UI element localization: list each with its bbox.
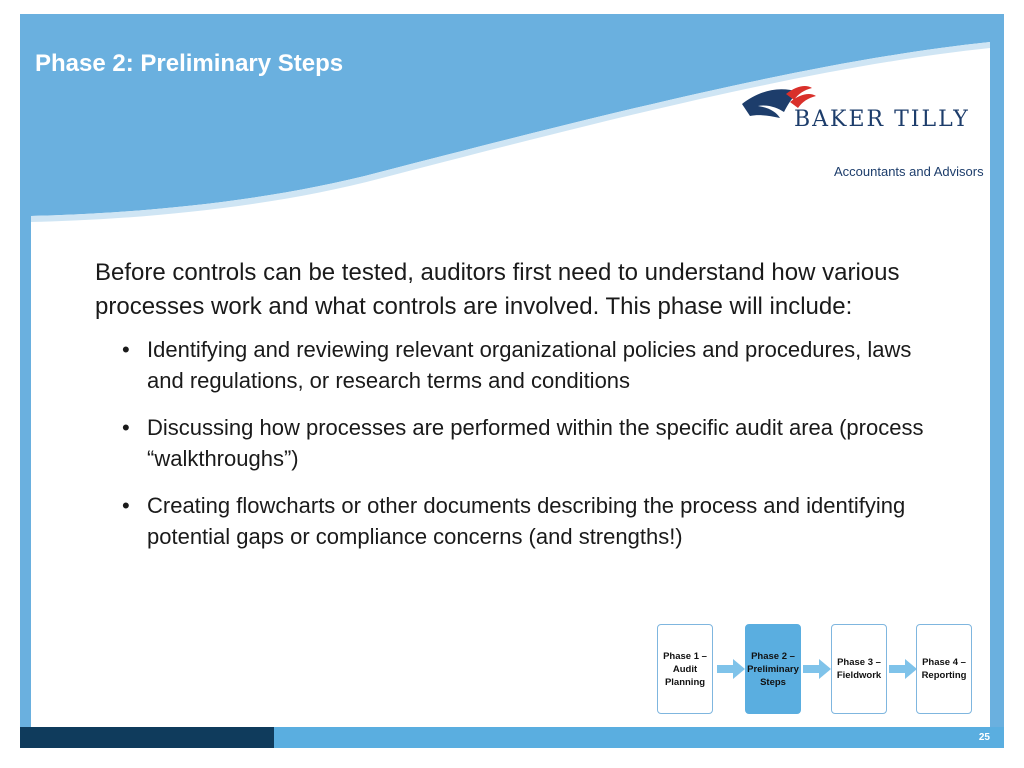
bullet-item xyxy=(95,334,925,396)
phase-3-box xyxy=(831,624,887,714)
footer-bar-dark xyxy=(20,727,274,748)
bullet-item xyxy=(95,490,925,552)
intro-paragraph: Before controls can be tested, auditors first need to understand how various processes work and what controls are involved. This phase will include: xyxy=(95,259,900,320)
bullet-dot-icon: • xyxy=(122,337,130,362)
arrow-right-icon xyxy=(889,659,917,679)
phase-label: Phase 1 – Audit Planning xyxy=(663,650,707,688)
brand-tagline: Accountants and Advisors xyxy=(834,164,984,179)
phase-2-box xyxy=(745,624,801,714)
content-area xyxy=(95,256,925,568)
bullet-text: Creating flowcharts or other documents describing the process and identifying potential gaps or compliance concerns (and strengths!) xyxy=(147,493,906,549)
phase-4-box xyxy=(916,624,972,714)
phase-flow xyxy=(657,624,977,716)
page-number: 25 xyxy=(978,732,990,743)
arrow-right-icon xyxy=(717,659,745,679)
bullet-dot-icon: • xyxy=(122,415,130,440)
bullet-dot-icon: • xyxy=(122,493,130,518)
phase-1-box xyxy=(657,624,713,714)
slide-title: Phase 2: Preliminary Steps xyxy=(35,50,344,77)
arrow-right-icon xyxy=(803,659,831,679)
phase-label: Phase 2 – Preliminary Steps xyxy=(747,650,799,688)
footer-bar-light xyxy=(274,727,1004,748)
phase-label: Phase 3 – Fieldwork xyxy=(836,657,882,681)
bullet-text: Identifying and reviewing relevant organizational policies and procedures, laws and regulations, or research terms and conditions xyxy=(147,337,912,393)
bullet-item xyxy=(95,412,925,474)
bullet-list xyxy=(95,334,925,552)
brand-name: BAKER TILLY xyxy=(794,107,970,132)
phase-label: Phase 4 – Reporting xyxy=(921,657,967,681)
bullet-text: Discussing how processes are performed within the specific audit area (process “walkthroughs”) xyxy=(147,415,924,471)
